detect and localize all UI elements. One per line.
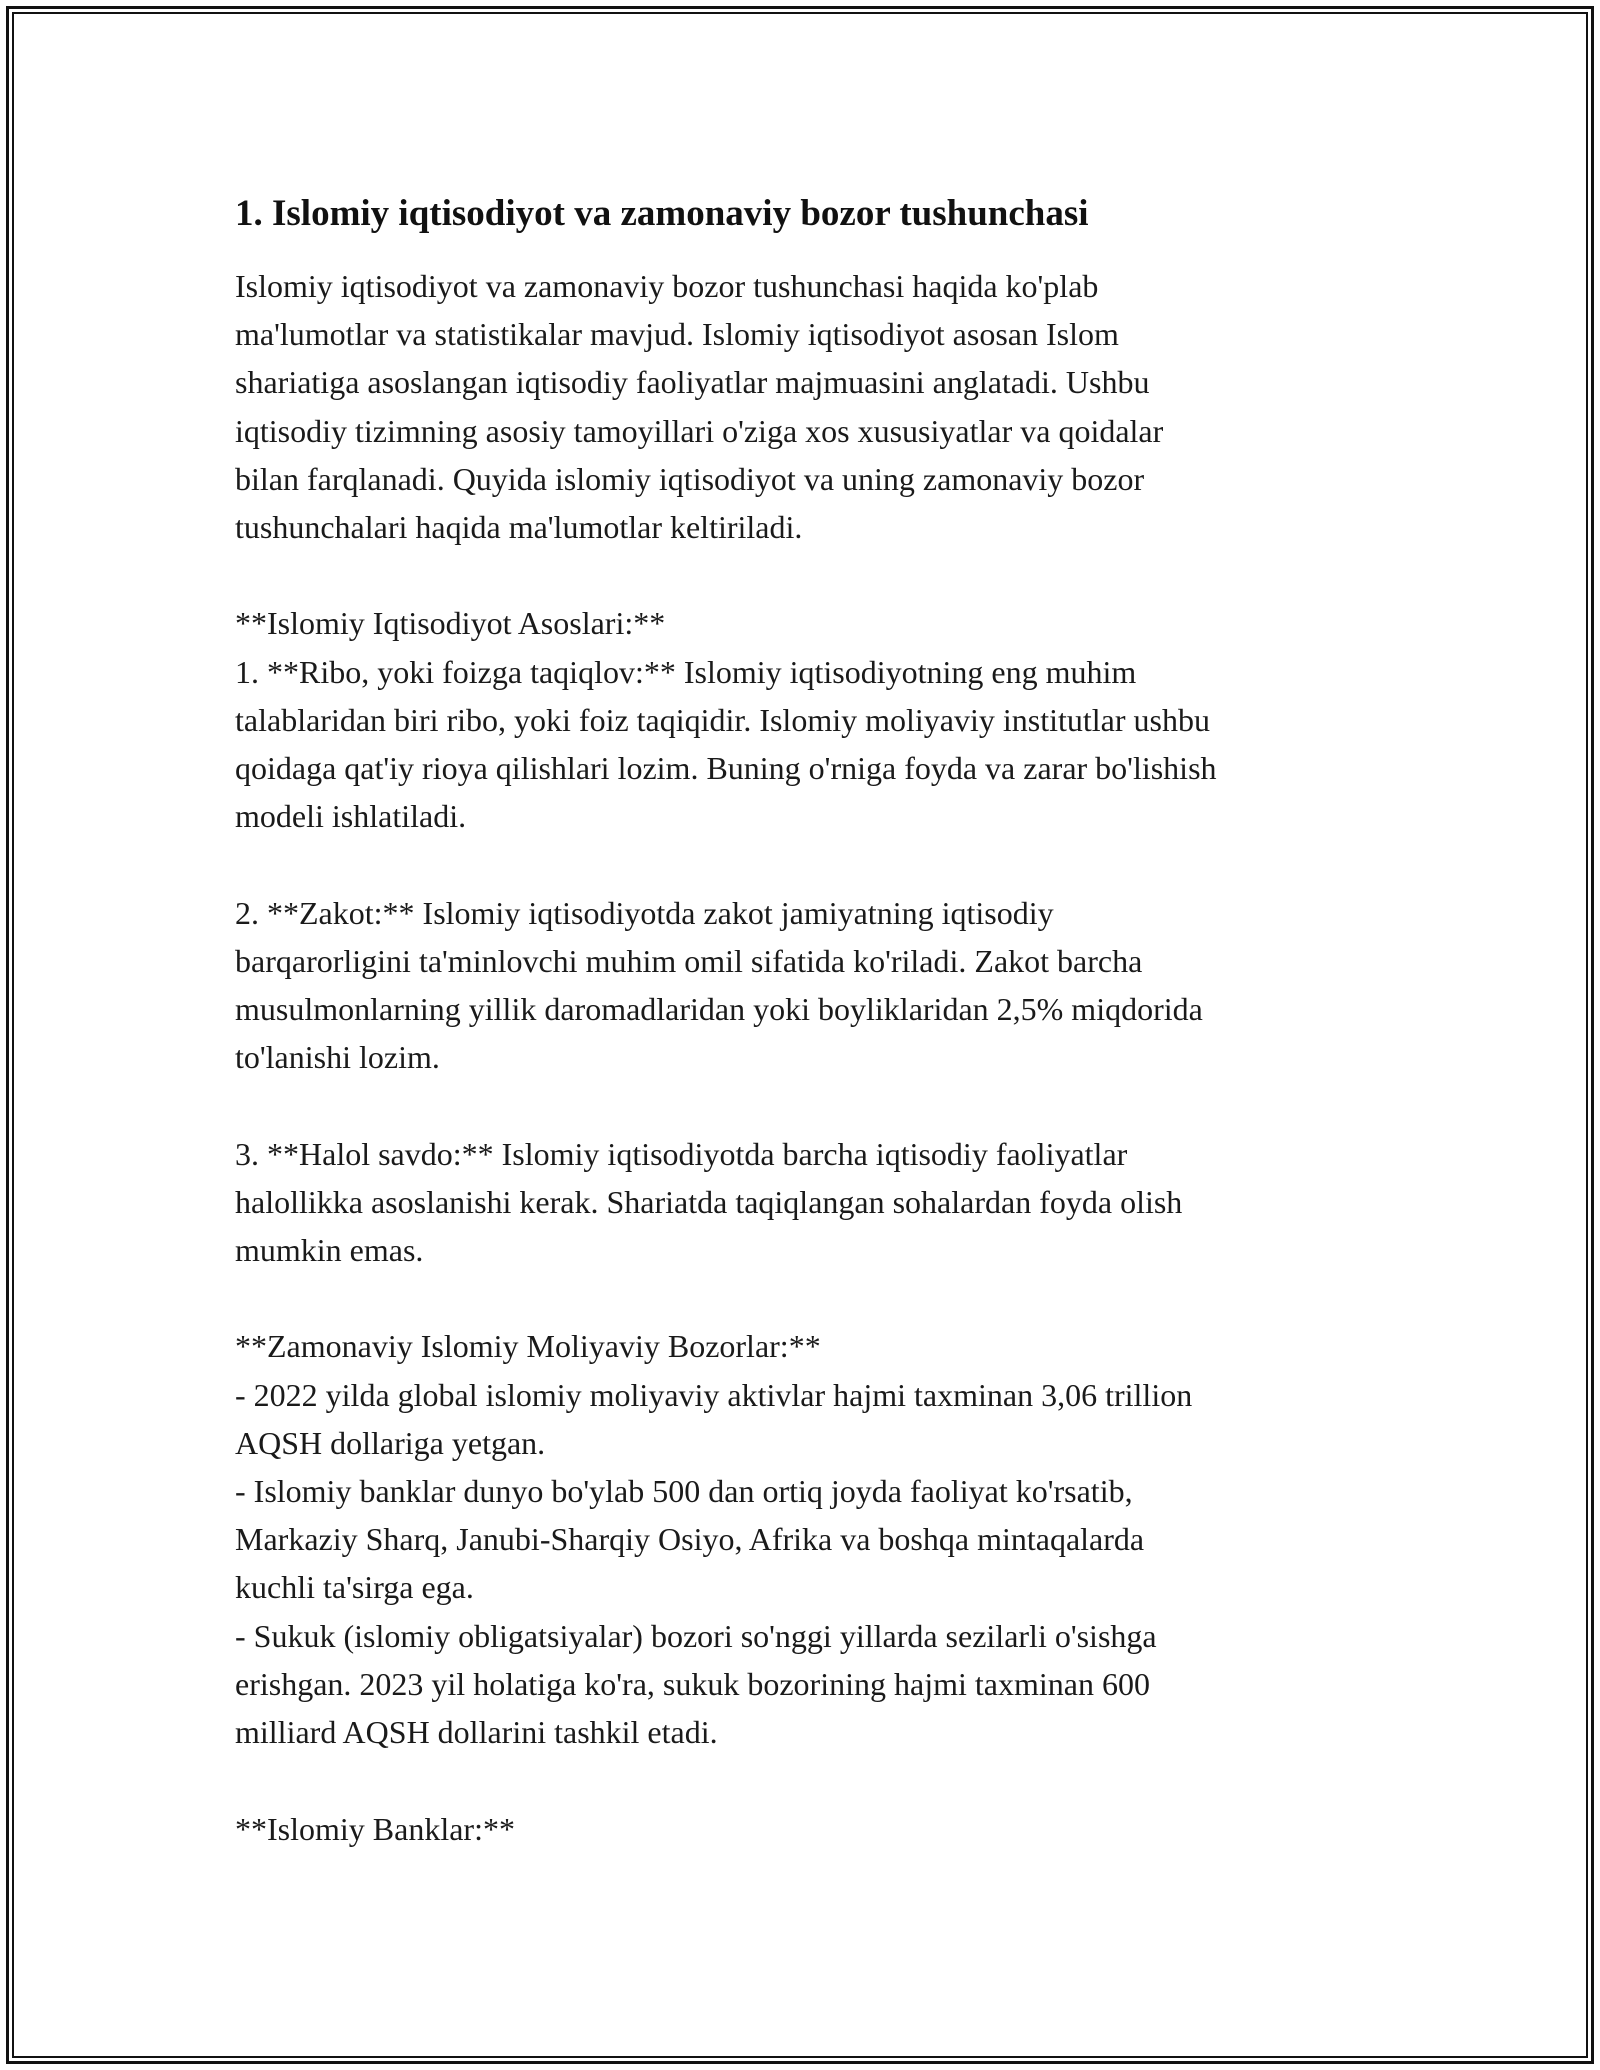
body-text: Islomiy iqtisodiyot va zamonaviy bozor tushunchasi haqida ko'plab ma'lumotlar va statistikalar mavjud. Islomiy iqtisodiyot asosan Islom shariatiga asoslangan iqtisodiy faoliyatlar majmuasini anglatadi. Ushbu iqtisodiy tizimning asosiy tamoyillari o'ziga xos xususiyatlar va qoidalar bilan farqlanadi. Quyida islomiy iqtisodiyot va uning zamonaviy bozor tushunchalari haqida ma'lumotlar keltiriladi. **Islomiy Iqtisodiyot Asoslari:** 1. **Ribo, yoki foizga taqiqlov:** Islomiy iqtisodiyotning eng muhim talablaridan biri ribo, yoki foiz taqiqidir. Islomiy moliyaviy institutlar ushbu qoidaga qat'iy rioya qilishlari lozim. Buning o'rniga foyda va zarar bo'lishish modeli ishlatiladi. 2. **Zakot:** Islomiy iqtisodiyotda zakot jamiyatning iqtisodiy barqarorligini ta'minlovchi muhim omil sifatida ko'riladi. Zakot barcha musulmonlarning yillik daromadlaridan yoki boyliklaridan 2,5% miqdorida to'lanishi lozim. 3. **Halol savdo:** Islomiy iqtisodiyotda barcha iqtisodiy faoliyatlar halollikka asoslanishi kerak. Shariatda taqiqlangan sohalardan foyda olish mumkin emas. **Zamonaviy Islomiy Moliyaviy Bozorlar:** - 2022 yilda global islomiy moliyaviy aktivlar hajmi taxminan 3,06 trillion AQSH dollariga yetgan. - Islomiy banklar dunyo bo'ylab 500 dan ortiq joyda faoliyat ko'rsatib, Markaziy Sharq, Janubi-Sharqiy Osiyo, Afrika va boshqa mintaqalarda kuchli ta'sirga ega. - Sukuk (islomiy obligatsiyalar) bozori so'nggi yillarda sezilarli o'sishga erishgan. 2023 yil holatiga ko'ra, sukuk bozorining hajmi taxminan 600 milliard AQSH dollarini tashkil etadi. **Islomiy Banklar:** — [235, 268, 1217, 1847]
document-content — [235, 190, 1365, 1853]
section-heading: 1. Islomiy iqtisodiyot va zamonaviy bozor tushunchasi — [235, 193, 1089, 234]
